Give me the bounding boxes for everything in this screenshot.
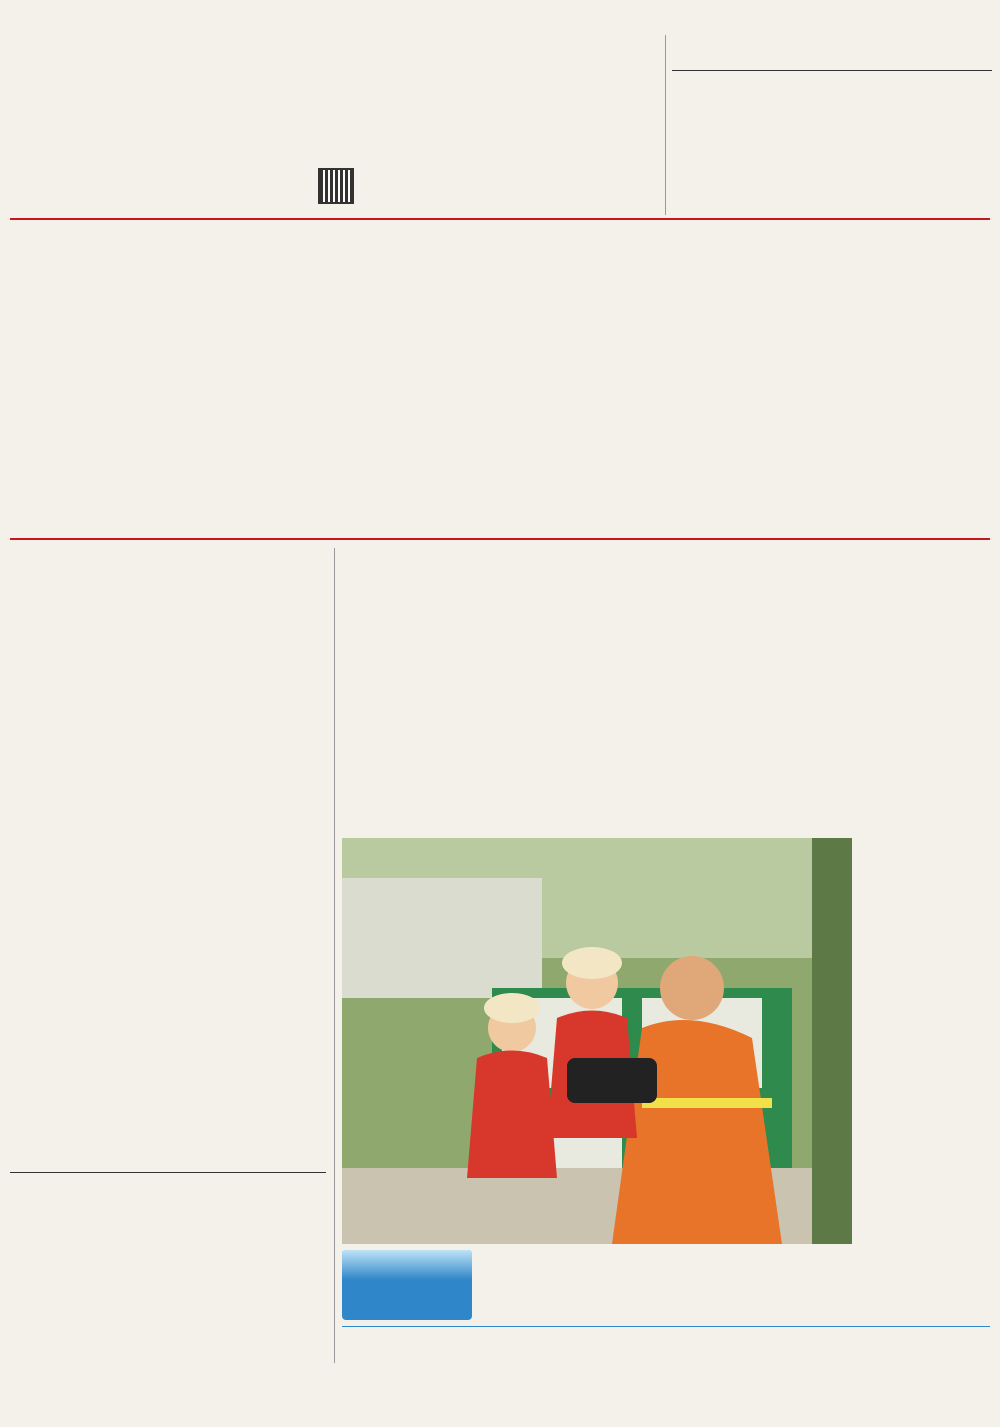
photo-caption [860,870,988,874]
wave-icon [342,1250,472,1280]
masthead-title [22,22,622,172]
qr-code-icon [318,168,354,204]
firefighter-photo-illustration [342,838,852,1244]
feature-column-badge [342,1250,472,1320]
news-photo [342,838,852,1244]
